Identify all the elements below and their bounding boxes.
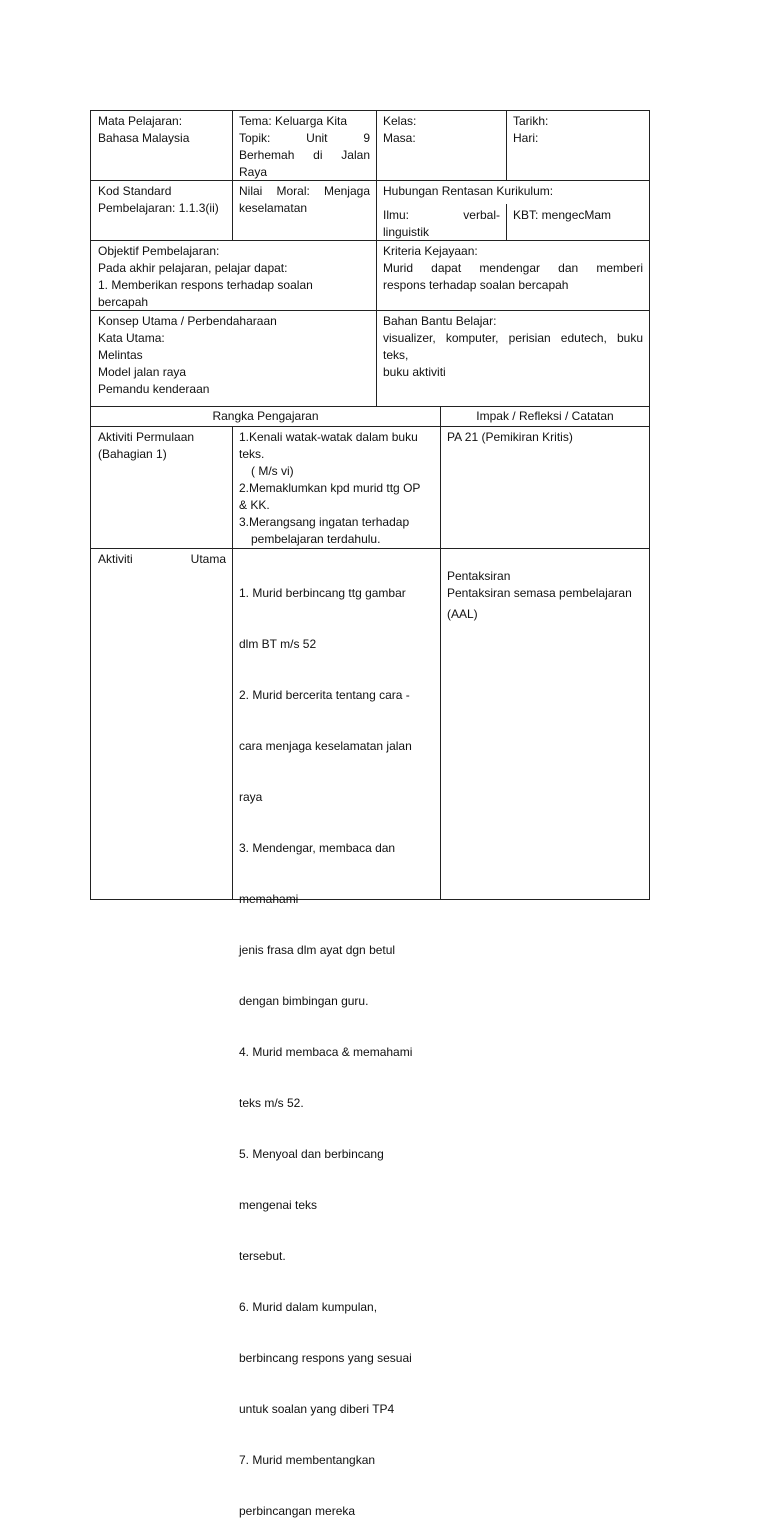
- cell-text: Pentaksiran semasa pembelajaran: [447, 586, 632, 600]
- cell-text: Kata Utama:: [98, 331, 165, 345]
- konsep-utama-cell: [92, 311, 376, 400]
- step-text: raya: [239, 790, 263, 804]
- step-text: jenis frasa dlm ayat dgn betul: [239, 943, 396, 957]
- cell-text: Hari:: [513, 131, 539, 145]
- cell-text: Bahan Bantu Belajar:: [383, 314, 497, 328]
- step-text: untuk soalan yang diberi TP4: [239, 1402, 395, 1416]
- cell-text: Tema: Keluarga Kita: [239, 114, 348, 128]
- label-word: Utama: [190, 552, 226, 566]
- ilmu-cell: [377, 205, 506, 243]
- cell-text: keselamatan: [239, 201, 308, 215]
- step-text: 1.Kenali watak-watak dalam buku: [239, 430, 418, 444]
- tema-topik-cell: [233, 111, 376, 183]
- nilai-moral-cell: [233, 181, 376, 219]
- cell-text: Mata Pelajaran:: [98, 114, 183, 128]
- step-text: & KK.: [239, 498, 270, 512]
- step-text: 3. Mendengar, membaca dan: [239, 841, 396, 855]
- cell-text: Konsep Utama / Perbendaharaan: [98, 314, 277, 328]
- tarikh-hari-cell: [507, 111, 649, 149]
- aktiviti-utama-steps: [233, 549, 440, 1539]
- cell-text: Pentaksiran: [447, 569, 511, 583]
- hubungan-rentasan-title: [377, 181, 649, 202]
- step-text: 3.Merangsang ingatan terhadap: [239, 515, 410, 529]
- cell-text: Kod Standard: [98, 184, 172, 198]
- cell-text: Model jalan raya: [98, 365, 187, 379]
- cell-text: bercapah: [98, 295, 149, 309]
- header-text: Impak / Refleksi / Catatan: [476, 409, 614, 423]
- bahan-bantu-cell: [377, 311, 649, 383]
- aktiviti-permulaan-label: [92, 427, 232, 465]
- step-text: perbincangan mereka: [239, 1504, 356, 1518]
- aktiviti-utama-label: [92, 549, 232, 570]
- aktiviti-permulaan-steps: [233, 427, 440, 550]
- cell-text: respons terhadap soalan bercapah: [383, 278, 569, 292]
- cell-text: Tarikh:: [513, 114, 549, 128]
- aktiviti-permulaan-note: [441, 427, 649, 448]
- step-text: cara menjaga keselamatan jalan: [239, 739, 412, 753]
- step-text: 2. Murid bercerita tentang cara -: [239, 688, 410, 702]
- step-text: dengan bimbingan guru.: [239, 994, 369, 1008]
- cell-text: Bahasa Malaysia: [98, 131, 190, 145]
- step-text: teks m/s 52.: [239, 1096, 304, 1110]
- aktiviti-utama-note: [441, 566, 649, 625]
- cell-text: Pembelajaran: 1.1.3(ii): [98, 201, 219, 215]
- cell-text: teks,: [383, 348, 409, 362]
- cell-text: Kelas:: [383, 114, 417, 128]
- kriteria-cell: [377, 241, 649, 296]
- step-text: dlm BT m/s 52: [239, 637, 317, 651]
- col-divider: [440, 406, 441, 900]
- cell-text: Masa:: [383, 131, 416, 145]
- cell-text: Kriteria Kejayaan:: [383, 244, 478, 258]
- cell-text: Objektif Pembelajaran:: [98, 244, 220, 258]
- cell-text: [98, 551, 226, 568]
- step-text: ( M/s vi): [251, 464, 294, 478]
- cell-text: PA 21 (Pemikiran Kritis): [447, 430, 573, 444]
- step-text: 6. Murid dalam kumpulan,: [239, 1300, 378, 1314]
- cell-text: linguistik: [383, 225, 430, 239]
- cell-text: Aktiviti Permulaan: [98, 430, 195, 444]
- header-text: Rangka Pengajaran: [212, 409, 319, 423]
- step-text: mengenai teks: [239, 1198, 318, 1212]
- cell-text: visualizer, komputer, perisian edutech, buku: [383, 331, 643, 345]
- cell-text: buku aktiviti: [383, 365, 446, 379]
- cell-text: 1. Memberikan respons terhadap soalan: [98, 278, 313, 292]
- kelas-masa-cell: [377, 111, 506, 149]
- objektif-cell: [92, 241, 376, 313]
- step-text: berbincang respons yang sesuai: [239, 1351, 412, 1365]
- cell-text: Topik: Unit 9: [239, 131, 370, 145]
- rangka-pengajaran-header: [91, 406, 440, 427]
- cell-text: Hubungan Rentasan Kurikulum:: [383, 184, 554, 198]
- kod-standard-cell: [92, 181, 232, 219]
- cell-text: Ilmu: verbal-: [383, 208, 500, 222]
- step-text: tersebut.: [239, 1249, 286, 1263]
- impak-refleksi-header: [441, 406, 649, 427]
- step-text: 5. Menyoal dan berbincang: [239, 1147, 384, 1161]
- mata-pelajaran-cell: [92, 111, 232, 149]
- cell-text: Pada akhir pelajaran, pelajar dapat:: [98, 261, 288, 275]
- step-text: teks.: [239, 447, 265, 461]
- cell-text: Pemandu kenderaan: [98, 382, 210, 396]
- step-text: 4. Murid membaca & memahami: [239, 1045, 413, 1059]
- step-text: pembelajaran terdahulu.: [251, 532, 381, 546]
- cell-text: Murid dapat mendengar dan memberi: [383, 261, 643, 275]
- cell-text: Nilai Moral: Menjaga: [239, 184, 370, 198]
- step-text: memahami: [239, 892, 299, 906]
- cell-text: (Bahagian 1): [98, 447, 167, 461]
- kbt-cell: [507, 205, 649, 226]
- step-text: 1. Murid berbincang ttg gambar: [239, 586, 406, 600]
- cell-text: (AAL): [447, 607, 478, 621]
- cell-text: Berhemah di Jalan: [239, 148, 370, 162]
- step-text: 2.Memaklumkan kpd murid ttg OP: [239, 481, 421, 495]
- cell-text: KBT: mengecMam: [513, 208, 612, 222]
- step-text: 7. Murid membentangkan: [239, 1453, 376, 1467]
- label-word: Aktiviti: [98, 552, 133, 566]
- cell-text: Melintas: [98, 348, 143, 362]
- cell-text: Raya: [239, 165, 268, 179]
